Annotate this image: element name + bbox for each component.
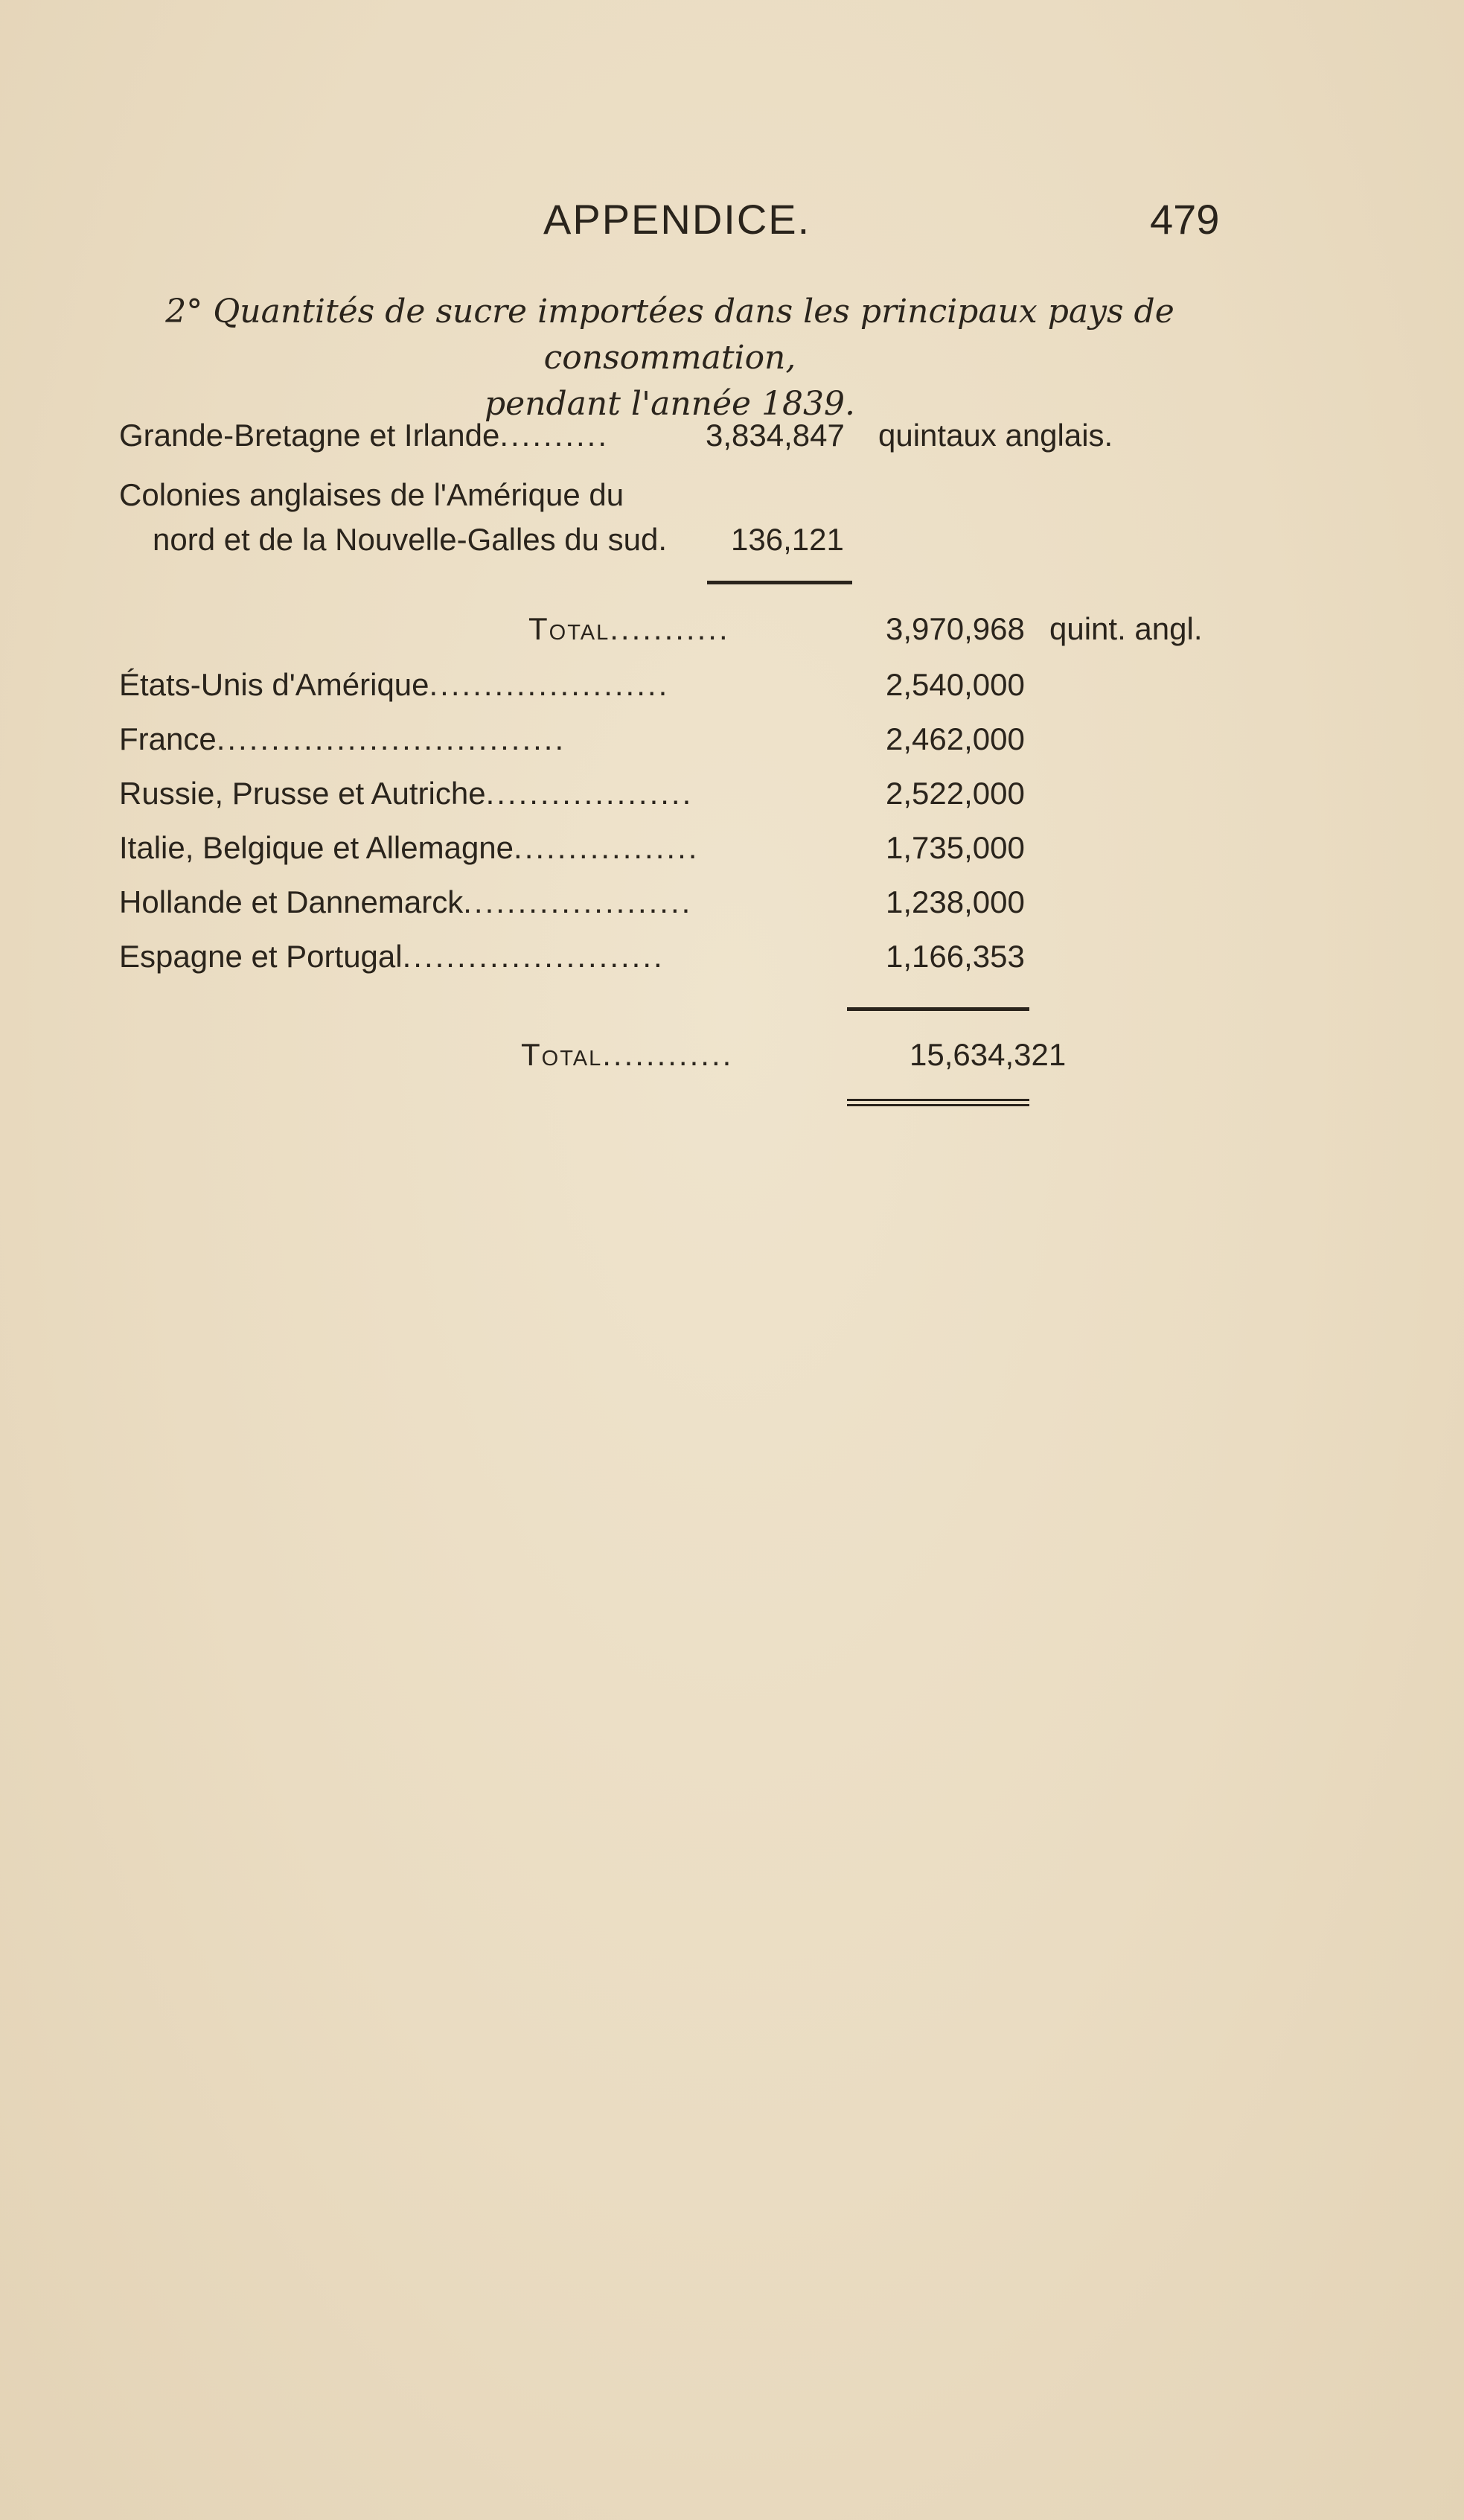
row-value: 2,540,000 <box>886 667 1025 702</box>
row-label: Grande-Bretagne et Irlande <box>119 418 500 453</box>
leader-dots: ........................ <box>402 939 665 974</box>
total-value: 15,634,321 <box>910 1037 1067 1072</box>
leader-dots: ...................... <box>429 667 670 702</box>
running-title: APPENDICE. <box>543 196 811 243</box>
page-number: 479 <box>1150 196 1220 243</box>
subtotal-label: Total <box>528 611 610 646</box>
row-value: 2,522,000 <box>886 776 1025 811</box>
heading-line-2: pendant l'année 1839. <box>484 385 856 423</box>
subtotal-value: 3,970,968 <box>886 611 1025 646</box>
row-etats-unis <box>119 666 669 704</box>
row-label: États-Unis d'Amérique <box>119 667 429 702</box>
subtotal-unit: quint. angl. <box>1049 611 1203 646</box>
row-value: 2,462,000 <box>886 721 1025 756</box>
leader-dots: ................. <box>514 830 700 865</box>
row-value: 1,166,353 <box>886 939 1025 974</box>
leader-dots: ........... <box>610 611 730 646</box>
total-rule <box>847 1007 1029 1011</box>
row-label: France <box>119 721 217 756</box>
row-value: 1,735,000 <box>886 830 1025 865</box>
row-russie <box>119 775 693 812</box>
row-value: 136,121 <box>731 522 844 557</box>
row-hollande <box>119 884 692 921</box>
subtotal-row <box>528 610 730 648</box>
row-value: 1,238,000 <box>886 884 1025 919</box>
row-label: Italie, Belgique et Allemagne <box>119 830 514 865</box>
row-label: Hollande et Dannemarck <box>119 884 464 919</box>
leader-dots: ................................ <box>216 721 566 756</box>
row-france <box>119 721 566 758</box>
total-double-rule <box>847 1099 1029 1106</box>
row-colonies-line-1: Colonies anglaises de l'Amérique du <box>119 477 624 512</box>
row-italie <box>119 829 699 867</box>
row-value: 3,834,847 <box>706 418 845 453</box>
row-espagne <box>119 938 665 975</box>
leader-dots: ..................... <box>463 884 693 919</box>
total-row <box>521 1036 733 1074</box>
leader-dots: ............ <box>602 1037 734 1072</box>
leader-dots: .......... <box>499 418 610 453</box>
total-label: Total <box>521 1037 603 1072</box>
row-colonies-line-2: nord et de la Nouvelle-Galles du sud. <box>153 522 668 557</box>
page-header <box>0 195 1464 247</box>
leader-dots: ................... <box>485 776 694 811</box>
row-grande-bretagne <box>119 417 609 454</box>
subtotal-rule <box>707 581 852 584</box>
row-unit: quintaux anglais. <box>878 418 1113 453</box>
section-heading <box>112 289 1228 427</box>
row-label: Russie, Prusse et Autriche <box>119 776 486 811</box>
row-label: Espagne et Portugal <box>119 939 403 974</box>
heading-line-1: 2° Quantités de sucre importées dans les principaux pays de consommation, <box>165 293 1174 377</box>
